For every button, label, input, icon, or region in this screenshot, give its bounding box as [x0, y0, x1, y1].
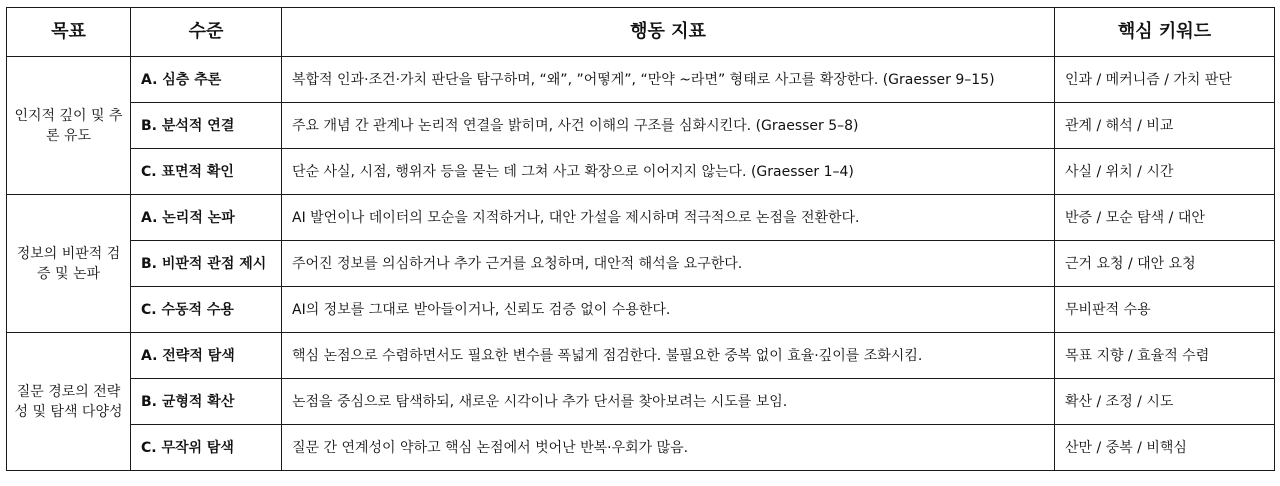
level-cell: A. 전략적 탐색 — [131, 333, 282, 379]
keywords-cell: 관계 / 해석 / 비교 — [1055, 103, 1275, 149]
indicator-cell: 주어진 정보를 의심하거나 추가 근거를 요청하며, 대안적 해석을 요구한다. — [282, 241, 1055, 287]
table-row — [7, 103, 1275, 149]
level-cell: C. 무작위 탐색 — [131, 425, 282, 471]
keywords-cell: 확산 / 조정 / 시도 — [1055, 379, 1275, 425]
header-indicator: 행동 지표 — [282, 8, 1055, 57]
table-row — [7, 149, 1275, 195]
table-row — [7, 57, 1275, 103]
table-row — [7, 195, 1275, 241]
level-cell: C. 표면적 확인 — [131, 149, 282, 195]
goal-cell-reasoning: 인지적 깊이 및 추론 유도 — [7, 57, 131, 195]
keywords-cell: 무비판적 수용 — [1055, 287, 1275, 333]
header-goal: 목표 — [7, 8, 131, 57]
keywords-cell: 목표 지향 / 효율적 수렴 — [1055, 333, 1275, 379]
level-cell: A. 심층 추론 — [131, 57, 282, 103]
level-cell: A. 논리적 논파 — [131, 195, 282, 241]
header-row — [7, 8, 1275, 57]
keywords-cell: 인과 / 메커니즘 / 가치 판단 — [1055, 57, 1275, 103]
table-row — [7, 333, 1275, 379]
table-row — [7, 379, 1275, 425]
table-row — [7, 241, 1275, 287]
indicator-cell: AI의 정보를 그대로 받아들이거나, 신뢰도 검증 없이 수용한다. — [282, 287, 1055, 333]
header-level: 수준 — [131, 8, 282, 57]
level-cell: B. 분석적 연결 — [131, 103, 282, 149]
level-cell: B. 비판적 관점 제시 — [131, 241, 282, 287]
indicator-cell: 복합적 인과·조건·가치 판단을 탐구하며, “왜”, ”어떻게”, “만약 ~라면” 형태로 사고를 확장한다. (Graesser 9–15) — [282, 57, 1055, 103]
table-row — [7, 425, 1275, 471]
rubric-table — [6, 7, 1275, 471]
rubric-table-container — [6, 7, 1275, 471]
goal-cell-strategy: 질문 경로의 전략성 및 탐색 다양성 — [7, 333, 131, 471]
goal-cell-critical: 정보의 비판적 검증 및 논파 — [7, 195, 131, 333]
keywords-cell: 산만 / 중복 / 비핵심 — [1055, 425, 1275, 471]
keywords-cell: 사실 / 위치 / 시간 — [1055, 149, 1275, 195]
keywords-cell: 반증 / 모순 탐색 / 대안 — [1055, 195, 1275, 241]
keywords-cell: 근거 요청 / 대안 요청 — [1055, 241, 1275, 287]
level-cell: B. 균형적 확산 — [131, 379, 282, 425]
indicator-cell: 핵심 논점으로 수렴하면서도 필요한 변수를 폭넓게 점검한다. 불필요한 중복 없이 효율·깊이를 조화시킴. — [282, 333, 1055, 379]
level-cell: C. 수동적 수용 — [131, 287, 282, 333]
indicator-cell: 주요 개념 간 관계나 논리적 연결을 밝히며, 사건 이해의 구조를 심화시킨다. (Graesser 5–8) — [282, 103, 1055, 149]
indicator-cell: 논점을 중심으로 탐색하되, 새로운 시각이나 추가 단서를 찾아보려는 시도를 보임. — [282, 379, 1055, 425]
table-row — [7, 287, 1275, 333]
indicator-cell: 질문 간 연계성이 약하고 핵심 논점에서 벗어난 반복·우회가 많음. — [282, 425, 1055, 471]
indicator-cell: AI 발언이나 데이터의 모순을 지적하거나, 대안 가설을 제시하며 적극적으로 논점을 전환한다. — [282, 195, 1055, 241]
indicator-cell: 단순 사실, 시점, 행위자 등을 묻는 데 그쳐 사고 확장으로 이어지지 않는다. (Graesser 1–4) — [282, 149, 1055, 195]
header-keywords: 핵심 키워드 — [1055, 8, 1275, 57]
